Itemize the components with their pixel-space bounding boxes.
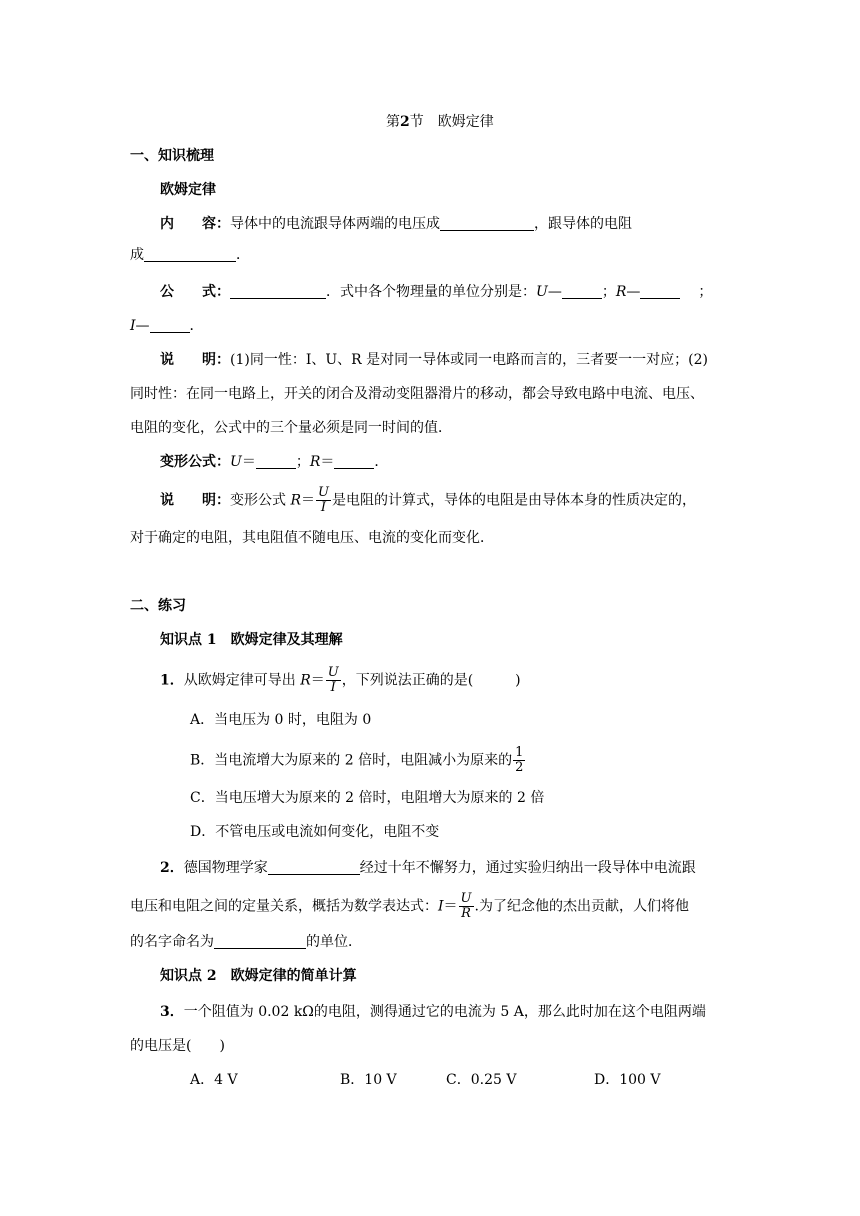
semicolon: ；	[601, 284, 616, 300]
note2-line-2: 对于确定的电阻，其电阻值不随电压、电流的变化而变化．	[130, 530, 494, 546]
note2-label: 说 明：	[160, 492, 230, 509]
blank-scientist[interactable]	[268, 860, 360, 875]
semicolon: ；	[295, 454, 310, 470]
formula-line	[160, 282, 712, 302]
fraction-u-over-i	[316, 486, 331, 515]
fraction-denominator: R	[461, 906, 471, 921]
title-prefix: 第	[386, 114, 400, 130]
deform-label: 变形公式：	[160, 454, 230, 470]
blank-resistance[interactable]	[144, 247, 236, 262]
blank-unit-u[interactable]	[562, 284, 602, 299]
period: ．	[374, 454, 389, 470]
fraction-one-half	[513, 746, 525, 775]
option-a[interactable]: A．当电压为 0 时，电阻为 0	[190, 712, 372, 728]
period: ．	[236, 247, 250, 263]
title-suffix: 节 欧姆定律	[409, 114, 494, 130]
fraction-numerator: U	[460, 891, 472, 906]
var-r: R	[615, 284, 627, 300]
fraction-denominator: I	[320, 500, 327, 515]
question-2-line2-b: .为了纪念他的杰出贡献，人们将他	[474, 898, 689, 915]
q3-option-d[interactable]: D．100 V	[594, 1072, 661, 1088]
content-text: 导体中的电流跟导体两端的电压成	[230, 216, 440, 232]
var-r: R	[290, 492, 301, 509]
q3-option-b[interactable]: B．10 V	[340, 1072, 397, 1088]
question-text-a: 德国物理学家	[183, 860, 268, 876]
semicolon: ；	[698, 284, 713, 300]
equals: ＝	[301, 492, 315, 509]
question-number: 1．	[160, 672, 184, 689]
deform-line	[160, 452, 388, 472]
fraction-numerator: U	[327, 665, 339, 680]
equals: ＝	[320, 454, 335, 470]
knowledge-point-2: 知识点 2 欧姆定律的简单计算	[160, 968, 357, 984]
fraction-u-over-i	[326, 666, 341, 695]
question-number: 3．	[160, 1004, 184, 1020]
subheading-ohms-law: 欧姆定律	[160, 182, 216, 198]
formula-line-2	[130, 316, 204, 336]
equals: ＝	[241, 454, 256, 470]
fraction-denominator: 2	[515, 760, 524, 775]
q3-option-c[interactable]: C．0.25 V	[446, 1072, 517, 1088]
var-u: U	[230, 454, 242, 470]
fraction-denominator: I	[330, 680, 336, 695]
note-line-3: 电阻的变化，公式中的三个量必须是同一时间的值．	[130, 420, 452, 436]
blank-unit-name[interactable]	[214, 934, 306, 949]
dash: —	[626, 284, 641, 300]
content-line-1	[160, 214, 632, 234]
note2-line-1	[160, 486, 696, 515]
note2-text-b: 是电阻的计算式，导体的电阻是由导体本身的性质决定的，	[331, 492, 696, 509]
var-r: R	[309, 454, 321, 470]
content-line-2	[130, 245, 250, 265]
note-line-2: 同时性：在同一电路上，开关的闭合及滑动变阻器滑片的移动，都会导致电路中电流、电压、	[130, 386, 704, 402]
question-number: 2．	[160, 860, 184, 876]
note-line-1	[160, 350, 730, 370]
question-3-line-2: 的电压是( )	[130, 1038, 225, 1054]
var-r: R	[300, 672, 311, 689]
question-2-line2-a: 电压和电阻之间的定量关系，概括为数学表达式：	[130, 898, 438, 915]
dash: —	[135, 318, 150, 334]
question-text-b: 经过十年不懈努力，通过实验归纳出一段导体中电流跟	[359, 860, 696, 876]
page-title	[386, 112, 494, 132]
blank-deform-r[interactable]	[334, 454, 374, 469]
question-text-a: 从欧姆定律可导出	[183, 672, 301, 689]
content-line2-text: 成	[130, 247, 144, 263]
question-text-b: ，下列说法正确的是( )	[341, 672, 521, 689]
title-number: 2	[400, 114, 410, 130]
q3-option-a[interactable]: A．4 V	[190, 1072, 238, 1088]
var-i: I	[130, 318, 136, 334]
option-b-text: B．当电流增大为原来的 2 倍时，电阻减小为原来的	[190, 752, 513, 769]
knowledge-point-1: 知识点 1 欧姆定律及其理解	[160, 632, 343, 648]
question-1	[160, 666, 521, 695]
option-d[interactable]: D．不管电压或电流如何变化，电阻不变	[190, 824, 440, 840]
formula-text: ．式中各个物理量的单位分别是：	[326, 284, 536, 300]
blank-deform-u[interactable]	[256, 454, 296, 469]
fraction-numerator: U	[318, 485, 329, 500]
equals: ＝	[443, 898, 458, 915]
option-b[interactable]	[190, 746, 526, 775]
formula-label: 公 式：	[160, 284, 230, 300]
question-3	[160, 1002, 706, 1022]
question-2-line3-b: 的单位．	[306, 934, 362, 950]
blank-unit-i[interactable]	[150, 318, 190, 333]
equals: ＝	[310, 672, 325, 689]
option-c[interactable]: C．当电压增大为原来的 2 倍时，电阻增大为原来的 2 倍	[190, 790, 545, 806]
question-2-line3-a: 的名字命名为	[130, 934, 214, 950]
question-2-line-3	[130, 932, 362, 952]
content-label: 内 容：	[160, 216, 230, 232]
question-3-line1: 一个阻值为 0.02 kΩ的电阻，测得通过它的电流为 5 A，那么此时加在这个电阻两端	[183, 1004, 706, 1020]
fraction-u-over-r	[459, 892, 474, 921]
period: ．	[189, 318, 204, 334]
section-heading-2: 二、练习	[130, 598, 186, 614]
var-i: I	[438, 898, 444, 915]
blank-voltage[interactable]	[440, 216, 534, 231]
var-u: U	[536, 284, 548, 300]
content-mid: ，跟导体的电阻	[534, 216, 632, 232]
note-text-1: (1)同一性：I、U、R 是对同一导体或同一电路而言的，三者要一一对应；(2)	[230, 352, 708, 368]
question-2	[160, 858, 696, 878]
note2-text-a: 变形公式	[230, 492, 291, 509]
section-heading-1: 一、知识梳理	[130, 148, 214, 164]
fraction-numerator: 1	[515, 745, 524, 760]
blank-formula[interactable]	[230, 284, 326, 299]
note-label: 说 明：	[160, 352, 230, 368]
dash: —	[547, 284, 562, 300]
blank-unit-r[interactable]	[640, 284, 680, 299]
question-2-line-2	[130, 892, 689, 921]
